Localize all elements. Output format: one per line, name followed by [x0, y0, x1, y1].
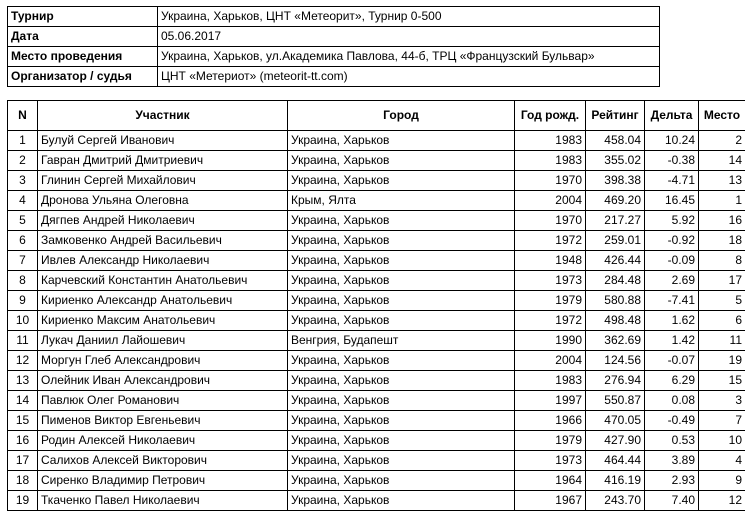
- cell-delta: 1.42: [645, 331, 699, 351]
- info-label: Дата: [8, 27, 158, 47]
- cell-rating: 464.44: [586, 451, 645, 471]
- cell-place: 12: [699, 491, 745, 511]
- cell-delta: 16.45: [645, 191, 699, 211]
- cell-n: 2: [8, 151, 38, 171]
- cell-rating: 416.19: [586, 471, 645, 491]
- table-row: [8, 451, 745, 471]
- cell-place: 3: [699, 391, 745, 411]
- cell-delta: 2.69: [645, 271, 699, 291]
- table-row: [8, 391, 745, 411]
- cell-n: 15: [8, 411, 38, 431]
- cell-place: 19: [699, 351, 745, 371]
- cell-participant: Лукач Даниил Лайошевич: [38, 331, 288, 351]
- cell-delta: -7.41: [645, 291, 699, 311]
- cell-year: 1979: [515, 291, 586, 311]
- table-row: [8, 231, 745, 251]
- cell-delta: 6.29: [645, 371, 699, 391]
- cell-delta: -4.71: [645, 171, 699, 191]
- cell-rating: 498.48: [586, 311, 645, 331]
- table-row: [8, 311, 745, 331]
- cell-participant: Глинин Сергей Михайлович: [38, 171, 288, 191]
- cell-delta: 10.24: [645, 131, 699, 151]
- cell-delta: -0.07: [645, 351, 699, 371]
- cell-place: 5: [699, 291, 745, 311]
- info-label: Турнир: [8, 7, 158, 27]
- cell-city: Украина, Харьков: [288, 351, 515, 371]
- cell-rating: 426.44: [586, 251, 645, 271]
- cell-city: Украина, Харьков: [288, 411, 515, 431]
- cell-city: Венгрия, Будапешт: [288, 331, 515, 351]
- cell-place: 16: [699, 211, 745, 231]
- cell-participant: Кириенко Александр Анатольевич: [38, 291, 288, 311]
- tournament-info-table: [7, 6, 660, 87]
- table-row: [8, 291, 745, 311]
- cell-n: 7: [8, 251, 38, 271]
- info-value: 05.06.2017: [158, 27, 660, 47]
- cell-city: Украина, Харьков: [288, 371, 515, 391]
- cell-year: 1966: [515, 411, 586, 431]
- cell-rating: 362.69: [586, 331, 645, 351]
- cell-delta: -0.09: [645, 251, 699, 271]
- table-row: [8, 331, 745, 351]
- cell-rating: 458.04: [586, 131, 645, 151]
- cell-participant: Ивлев Александр Николаевич: [38, 251, 288, 271]
- cell-city: Украина, Харьков: [288, 471, 515, 491]
- cell-n: 8: [8, 271, 38, 291]
- cell-place: 11: [699, 331, 745, 351]
- col-header-rating: Рейтинг: [586, 101, 645, 131]
- cell-participant: Моргун Глеб Александрович: [38, 351, 288, 371]
- cell-delta: 0.08: [645, 391, 699, 411]
- cell-participant: Гавран Дмитрий Дмитриевич: [38, 151, 288, 171]
- cell-delta: -0.92: [645, 231, 699, 251]
- cell-delta: 5.92: [645, 211, 699, 231]
- cell-participant: Олейник Иван Александрович: [38, 371, 288, 391]
- cell-participant: Булуй Сергей Иванович: [38, 131, 288, 151]
- col-header-n: N: [8, 101, 38, 131]
- cell-year: 1973: [515, 271, 586, 291]
- cell-participant: Дронова Ульяна Олеговна: [38, 191, 288, 211]
- cell-delta: 7.40: [645, 491, 699, 511]
- cell-delta: -0.38: [645, 151, 699, 171]
- table-row: [8, 271, 745, 291]
- table-row: [8, 351, 745, 371]
- cell-participant: Пименов Виктор Евгеньевич: [38, 411, 288, 431]
- col-header-city: Город: [288, 101, 515, 131]
- cell-city: Украина, Харьков: [288, 171, 515, 191]
- cell-rating: 580.88: [586, 291, 645, 311]
- col-header-place: Место: [699, 101, 745, 131]
- cell-delta: 1.62: [645, 311, 699, 331]
- cell-city: Украина, Харьков: [288, 391, 515, 411]
- cell-n: 4: [8, 191, 38, 211]
- info-value: Украина, Харьков, ЦНТ «Метеорит», Турнир 0-500: [158, 7, 660, 27]
- cell-place: 4: [699, 451, 745, 471]
- cell-participant: Замковенко Андрей Васильевич: [38, 231, 288, 251]
- cell-rating: 398.38: [586, 171, 645, 191]
- cell-year: 1972: [515, 311, 586, 331]
- cell-participant: Карчевский Константин Анатольевич: [38, 271, 288, 291]
- cell-participant: Дягпев Андрей Николаевич: [38, 211, 288, 231]
- table-row: [8, 471, 745, 491]
- cell-year: 1983: [515, 371, 586, 391]
- info-row: [8, 67, 660, 87]
- cell-place: 2: [699, 131, 745, 151]
- cell-participant: Кириенко Максим Анатольевич: [38, 311, 288, 331]
- cell-place: 18: [699, 231, 745, 251]
- cell-delta: -0.49: [645, 411, 699, 431]
- cell-place: 10: [699, 431, 745, 451]
- cell-n: 9: [8, 291, 38, 311]
- cell-rating: 276.94: [586, 371, 645, 391]
- info-value: ЦНТ «Метериот» (meteorit-tt.com): [158, 67, 660, 87]
- info-label: Организатор / судья: [8, 67, 158, 87]
- cell-n: 10: [8, 311, 38, 331]
- cell-participant: Салихов Алексей Викторович: [38, 451, 288, 471]
- cell-year: 2004: [515, 191, 586, 211]
- info-label: Место проведения: [8, 47, 158, 67]
- col-header-delta: Дельта: [645, 101, 699, 131]
- cell-n: 1: [8, 131, 38, 151]
- cell-place: 1: [699, 191, 745, 211]
- cell-delta: 3.89: [645, 451, 699, 471]
- table-row: [8, 151, 745, 171]
- cell-rating: 550.87: [586, 391, 645, 411]
- table-row: [8, 191, 745, 211]
- table-row: [8, 431, 745, 451]
- cell-year: 2004: [515, 351, 586, 371]
- table-row: [8, 411, 745, 431]
- cell-place: 7: [699, 411, 745, 431]
- cell-place: 17: [699, 271, 745, 291]
- cell-year: 1983: [515, 151, 586, 171]
- cell-city: Украина, Харьков: [288, 271, 515, 291]
- cell-city: Украина, Харьков: [288, 211, 515, 231]
- cell-city: Украина, Харьков: [288, 311, 515, 331]
- info-row: [8, 47, 660, 67]
- results-table: [7, 100, 745, 511]
- table-row: [8, 371, 745, 391]
- cell-rating: 124.56: [586, 351, 645, 371]
- info-value: Украина, Харьков, ул.Академика Павлова, 44-б, ТРЦ «Французский Бульвар»: [158, 47, 660, 67]
- table-row: [8, 491, 745, 511]
- cell-n: 12: [8, 351, 38, 371]
- cell-place: 9: [699, 471, 745, 491]
- cell-participant: Родин Алексей Николаевич: [38, 431, 288, 451]
- cell-year: 1948: [515, 251, 586, 271]
- cell-rating: 243.70: [586, 491, 645, 511]
- cell-year: 1970: [515, 211, 586, 231]
- cell-year: 1972: [515, 231, 586, 251]
- cell-n: 18: [8, 471, 38, 491]
- cell-year: 1970: [515, 171, 586, 191]
- table-row: [8, 131, 745, 151]
- cell-rating: 355.02: [586, 151, 645, 171]
- cell-city: Украина, Харьков: [288, 231, 515, 251]
- col-header-name: Участник: [38, 101, 288, 131]
- cell-place: 14: [699, 151, 745, 171]
- cell-place: 15: [699, 371, 745, 391]
- cell-city: Украина, Харьков: [288, 251, 515, 271]
- cell-year: 1967: [515, 491, 586, 511]
- cell-rating: 470.05: [586, 411, 645, 431]
- cell-n: 3: [8, 171, 38, 191]
- cell-rating: 469.20: [586, 191, 645, 211]
- cell-city: Украина, Харьков: [288, 451, 515, 471]
- cell-year: 1973: [515, 451, 586, 471]
- cell-rating: 427.90: [586, 431, 645, 451]
- cell-city: Украина, Харьков: [288, 291, 515, 311]
- cell-delta: 2.93: [645, 471, 699, 491]
- col-header-year: Год рожд.: [515, 101, 586, 131]
- cell-year: 1983: [515, 131, 586, 151]
- cell-city: Украина, Харьков: [288, 131, 515, 151]
- cell-n: 17: [8, 451, 38, 471]
- cell-participant: Павлюк Олег Романович: [38, 391, 288, 411]
- cell-n: 5: [8, 211, 38, 231]
- cell-year: 1997: [515, 391, 586, 411]
- cell-rating: 259.01: [586, 231, 645, 251]
- cell-year: 1964: [515, 471, 586, 491]
- cell-year: 1990: [515, 331, 586, 351]
- cell-rating: 284.48: [586, 271, 645, 291]
- info-row: [8, 7, 660, 27]
- cell-city: Украина, Харьков: [288, 151, 515, 171]
- cell-n: 14: [8, 391, 38, 411]
- cell-n: 13: [8, 371, 38, 391]
- cell-participant: Сиренко Владимир Петрович: [38, 471, 288, 491]
- cell-place: 6: [699, 311, 745, 331]
- cell-n: 16: [8, 431, 38, 451]
- table-row: [8, 171, 745, 191]
- cell-rating: 217.27: [586, 211, 645, 231]
- cell-city: Крым, Ялта: [288, 191, 515, 211]
- cell-n: 6: [8, 231, 38, 251]
- cell-participant: Ткаченко Павел Николаевич: [38, 491, 288, 511]
- results-header-row: [8, 101, 745, 131]
- cell-place: 13: [699, 171, 745, 191]
- cell-city: Украина, Харьков: [288, 431, 515, 451]
- info-row: [8, 27, 660, 47]
- cell-n: 19: [8, 491, 38, 511]
- table-row: [8, 251, 745, 271]
- cell-year: 1979: [515, 431, 586, 451]
- table-row: [8, 211, 745, 231]
- cell-n: 11: [8, 331, 38, 351]
- cell-delta: 0.53: [645, 431, 699, 451]
- cell-city: Украина, Харьков: [288, 491, 515, 511]
- cell-place: 8: [699, 251, 745, 271]
